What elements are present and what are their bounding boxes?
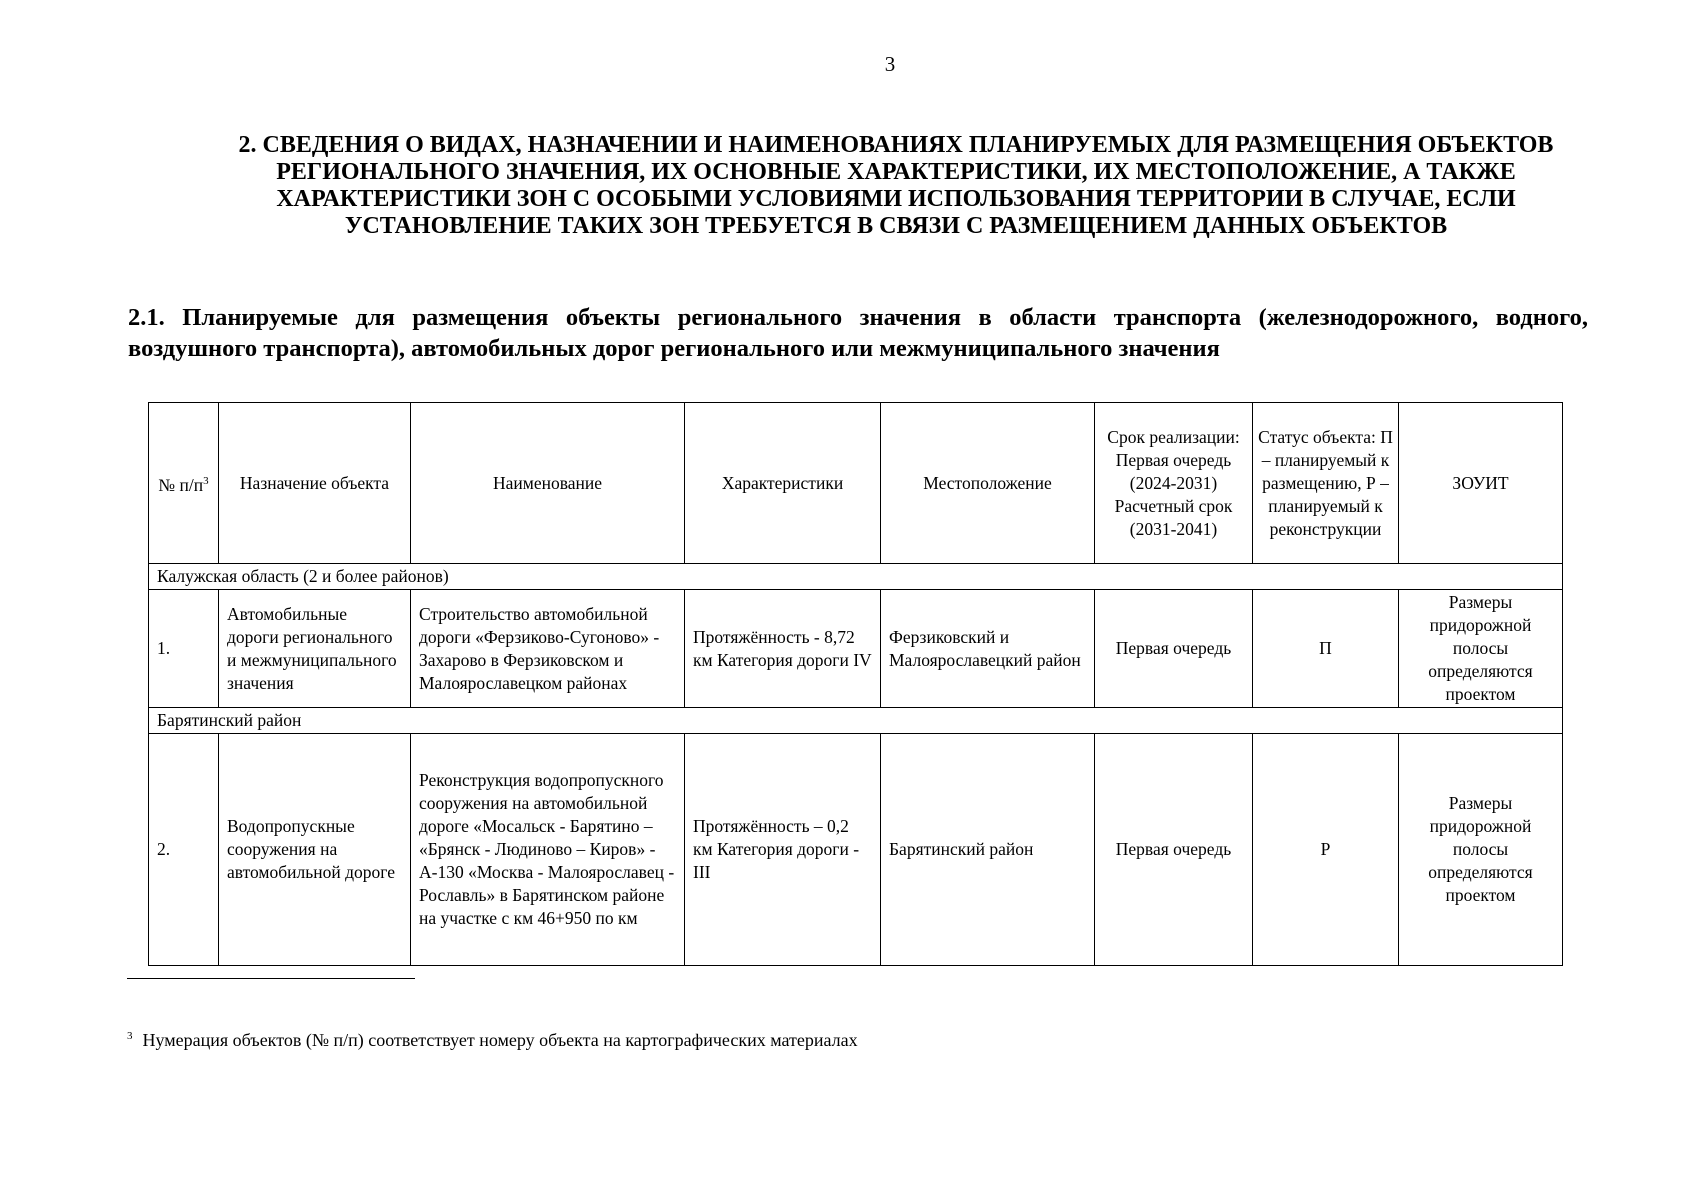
row-zouit: Размеры придорожной полосы определяются проектом — [1399, 734, 1563, 966]
group-title: Калужская область (2 и более районов) — [149, 564, 1563, 590]
row-characteristics: Протяжённость – 0,2 км Категория дороги - III — [685, 734, 881, 966]
header-purpose: Назначение объекта — [219, 403, 411, 564]
footnote-text: Нумерация объектов (№ п/п) соответствует номеру объекта на картографических материалах — [142, 1030, 858, 1050]
row-num: 2. — [149, 734, 219, 966]
row-zouit: Размеры придорожной полосы определяются проектом — [1399, 590, 1563, 708]
row-characteristics: Протяжённость - 8,72 км Категория дороги IV — [685, 590, 881, 708]
row-purpose: Автомобильные дороги регионального и межмуниципального значения — [219, 590, 411, 708]
footnote-divider — [127, 978, 415, 979]
row-status: П — [1253, 590, 1399, 708]
group-title: Барятинский район — [149, 708, 1563, 734]
footnote-marker: 3 — [127, 1030, 133, 1042]
header-term: Срок реализации: Первая очередь (2024-2031) Расчетный срок (2031-2041) — [1095, 403, 1253, 564]
objects-table — [148, 402, 1563, 966]
header-num: № $п/п^3$ — [149, 403, 219, 564]
table-header-row — [149, 403, 1563, 564]
row-name: Реконструкция водопропускного сооружения на автомобильной дороге «Мосальск - Барятино – «Брянск - Людиново – Киров» - А-130 «Москва - Малоярославец - Рославль» в Барятинском районе на участке с км 46+950 по км — [411, 734, 685, 966]
section-title: 2. СВЕДЕНИЯ О ВИДАХ, НАЗНАЧЕНИИ И НАИМЕНОВАНИЯХ ПЛАНИРУЕМЫХ ДЛЯ РАЗМЕЩЕНИЯ ОБЪЕКТОВ РЕГИОНАЛЬНОГО ЗНАЧЕНИЯ, ИХ ОСНОВНЫЕ ХАРАКТЕРИСТИКИ, ИХ МЕСТОПОЛОЖЕНИЕ, А ТАКЖЕ ХАРАКТЕРИСТИКИ ЗОН С ОСОБЫМИ УСЛОВИЯМИ ИСПОЛЬЗОВАНИЯ ТЕРРИТОРИИ В СЛУЧАЕ, ЕСЛИ УСТАНОВЛЕНИЕ ТАКИХ ЗОН ТРЕБУЕТСЯ В СВЯЗИ С РАЗМЕЩЕНИЕМ ДАННЫХ ОБЪЕКТОВ — [238, 132, 1554, 239]
row-purpose: Водопропускные сооружения на автомобильной дороге — [219, 734, 411, 966]
group-row — [149, 564, 1563, 590]
row-term: Первая очередь — [1095, 734, 1253, 966]
table-row — [149, 734, 1563, 966]
header-characteristics: Характеристики — [685, 403, 881, 564]
row-location: Ферзиковский и Малоярославецкий район — [881, 590, 1095, 708]
header-location: Местоположение — [881, 403, 1095, 564]
group-row — [149, 708, 1563, 734]
header-zouit: ЗОУИТ — [1399, 403, 1563, 564]
header-name: Наименование — [411, 403, 685, 564]
row-num: 1. — [149, 590, 219, 708]
header-status: Статус объекта: П – планируемый к размещению, Р – планируемый к реконструкции — [1253, 403, 1399, 564]
subsection-title: 2.1. Планируемые для размещения объекты регионального значения в области транспорта (железнодорожного, водного, воздушного транспорта), автомобильных дорог регионального или межмуниципального значения — [128, 304, 1588, 362]
table-row — [149, 590, 1563, 708]
footnote — [127, 1030, 858, 1051]
row-name: Строительство автомобильной дороги «Ферзиково-Сугоново» - Захарово в Ферзиковском и Малоярославецком районах — [411, 590, 685, 708]
page-number: 3 — [884, 52, 896, 76]
row-status: Р — [1253, 734, 1399, 966]
row-term: Первая очередь — [1095, 590, 1253, 708]
row-location: Барятинский район — [881, 734, 1095, 966]
